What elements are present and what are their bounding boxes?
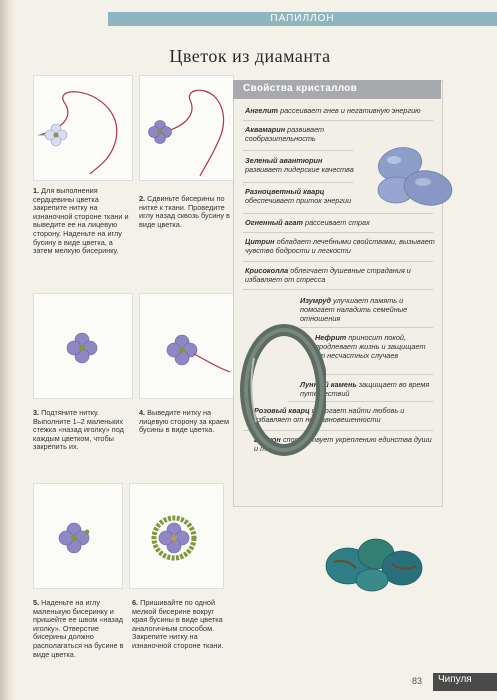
chrysocolla-stones-image [322,528,432,598]
step-5-photo [33,483,123,589]
crystal-item: Нефрит приносит покой, продлевает жизнь и защищает от несчастных случаев [315,333,426,360]
divider [243,182,353,183]
step-4-photo [139,293,234,399]
step-5-illustration [34,484,122,588]
book-spine-shadow [0,0,16,700]
crystal-item: Крисоколла облегчает душевные страдания и избавляет от стресса [245,266,411,284]
section-title: ПАПИЛЛОН [270,13,335,24]
divider [243,150,353,151]
divider [243,232,433,233]
jade-bangle-image [236,318,326,458]
step-2-illustration [140,76,233,180]
crystal-item: Аквамарин развивает сообразительность [245,125,325,143]
step-4-illustration [140,294,233,398]
crystals-panel-title: Свойства кристаллов [243,83,358,94]
crystal-item: Ангелит рассеивает гнев и негативную энергию [245,106,421,115]
page-number: 83 [412,676,423,686]
crystal-item: Лунный камень защищает во время путешествий [300,380,430,398]
step-4-caption: 4. Выведите нитку на лицевую сторону за краем бусины в виде цветка. [139,408,229,435]
step-5-caption: 5. Наденьте на иглу маленькую бисеринку и пришейте ее швом «назад иголку». Отверстие бисерины должно располагаться на бусине в виде цветка. [33,598,124,659]
crystal-item: Цитрин обладает лечебными свойствами, вызывает чувство бодрости и легкости [245,237,435,255]
step-6-photo [129,483,224,589]
crystal-item: Изумруд улучшает память и помогает наладить семейные отношения [300,296,408,323]
divider [243,261,433,262]
step-3-caption: 3. Подтяните нитку. Выполните 1–2 маленьких стежка «назад иголку» под каждым цветком, чтобы закрепить их. [33,408,124,452]
crystal-item: Разноцветный кварц обеспечивает приток энергии [245,187,352,205]
step-2-caption: 2. Сдвиньте бисерины по нитке к ткани. Проведите иглу назад сквозь бусину в виде цветка. [139,194,230,229]
step-1-caption: 1. Для выполнения сердцевины цветка закрепите нитку на изнаночной стороне ткани и выведите ее на лицевую сторону. Наденьте на иглу бусину в виде цветка, а затем мелкую бисеринку. [33,186,129,256]
angelite-stones-image [368,140,458,220]
step-3-illustration [34,294,132,398]
watermark-text: Чипуля [438,674,472,685]
crystal-item: Циркон способствует укреплению единства души и тела [254,435,432,453]
page-title: Цветок из диаманта [169,46,331,66]
step-1-illustration [34,76,132,180]
divider [243,120,433,121]
crystal-item: Зеленый авантюрин развивает лидерские качества [245,156,354,174]
crystal-item: Огненный агат рассеивает страх [245,218,370,227]
step-2-photo [139,75,234,181]
step-3-photo [33,293,133,399]
divider [243,289,433,290]
step-6-illustration [130,484,223,588]
divider [315,374,433,375]
crystal-item: Розовый кварц помогает найти любовь и избавляет от неуравновешенности [254,406,405,424]
step-6-caption: 6. Пришивайте по одной мелкой бисерине вокруг края бусины в виде цветка аналогичным способом. Закрепите нитку на изнаночной стороне ткани. [132,598,224,650]
step-1-photo [33,75,133,181]
